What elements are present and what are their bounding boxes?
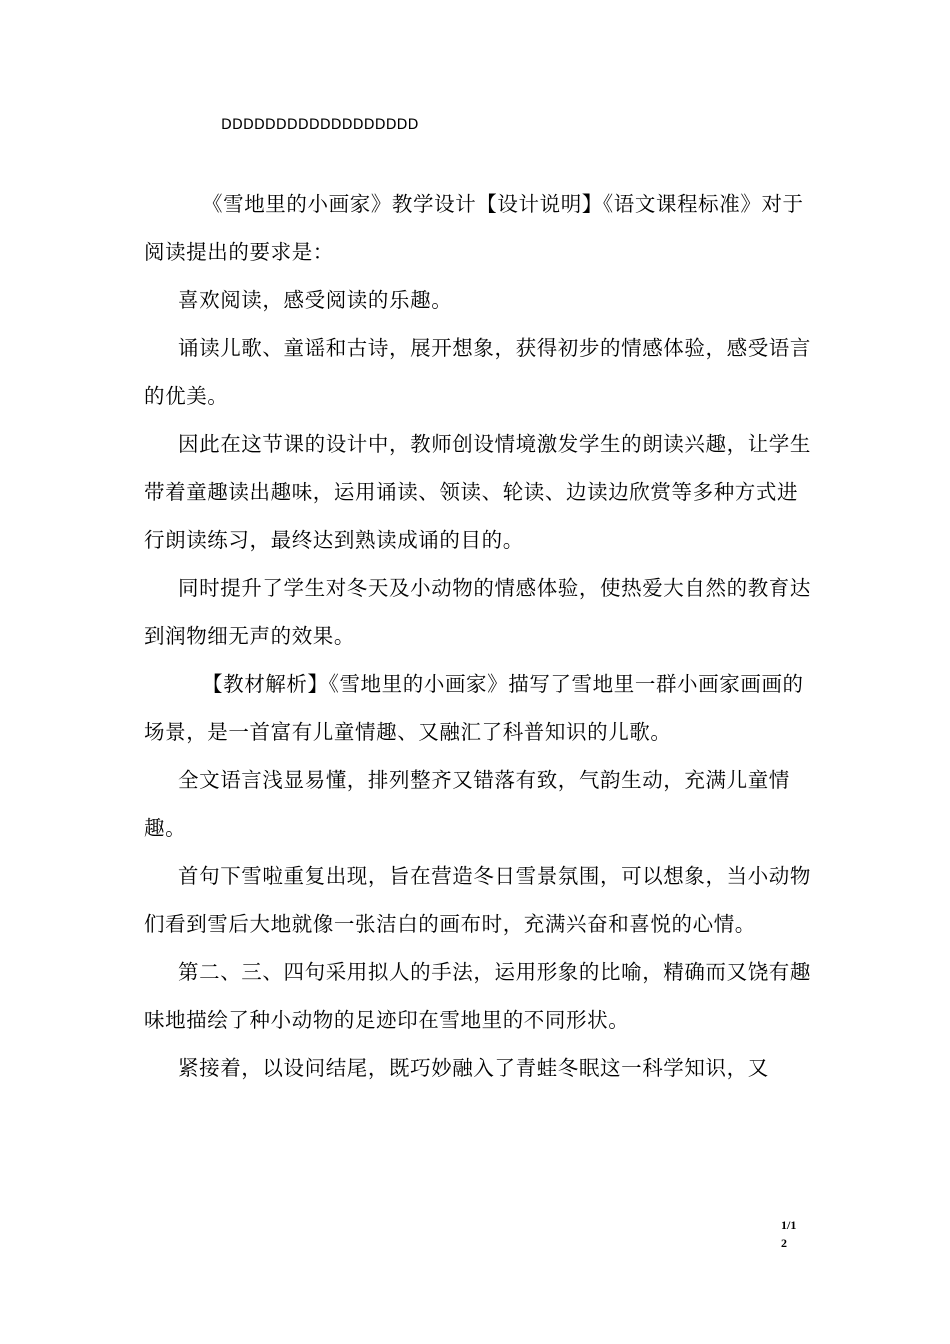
paragraph: 因此在这节课的设计中，教师创设情境激发学生的朗读兴趣，让学生带着童趣读出趣味，运用诵读、领读、轮读、边读边欣赏等多种方式进行朗读练习，最终达到熟读成诵的目的。 xyxy=(144,432,811,552)
paragraph-design-intro: 《雪地里的小画家》教学设计【设计说明】《语文课程标准》对于阅读提出的要求是： xyxy=(144,192,804,264)
paragraph: 紧接着，以设问结尾，既巧妙融入了青蛙冬眠这一科学知识，又 xyxy=(178,1056,769,1080)
paragraph: 首句下雪啦重复出现，旨在营造冬日雪景氛围，可以想象，当小动物们看到雪后大地就像一张洁白的画布时，充满兴奋和喜悦的心情。 xyxy=(144,864,811,936)
paragraph: 喜欢阅读，感受阅读的乐趣。 xyxy=(178,288,453,312)
paragraph: 同时提升了学生对冬天及小动物的情感体验，使热爱大自然的教育达到润物细无声的效果。 xyxy=(144,576,811,648)
document-body xyxy=(144,180,814,1092)
page-number: 1/12 xyxy=(781,1218,797,1250)
paragraph: 第二、三、四句采用拟人的手法，运用形象的比喻，精确而又饶有趣味地描绘了种小动物的足迹印在雪地里的不同形状。 xyxy=(144,960,811,1032)
paragraph-material-analysis: 【教材解析】《雪地里的小画家》描写了雪地里一群小画家画画的场景，是一首富有儿童情趣、又融汇了科普知识的儿歌。 xyxy=(144,672,804,744)
paragraph: 全文语言浅显易懂，排列整齐又错落有致，气韵生动，充满儿童情趣。 xyxy=(144,768,790,840)
header-code: DDDDDDDDDDDDDDDDDD xyxy=(221,117,419,133)
paragraph: 诵读儿歌、童谣和古诗，展开想象，获得初步的情感体验，感受语言的优美。 xyxy=(144,336,811,408)
